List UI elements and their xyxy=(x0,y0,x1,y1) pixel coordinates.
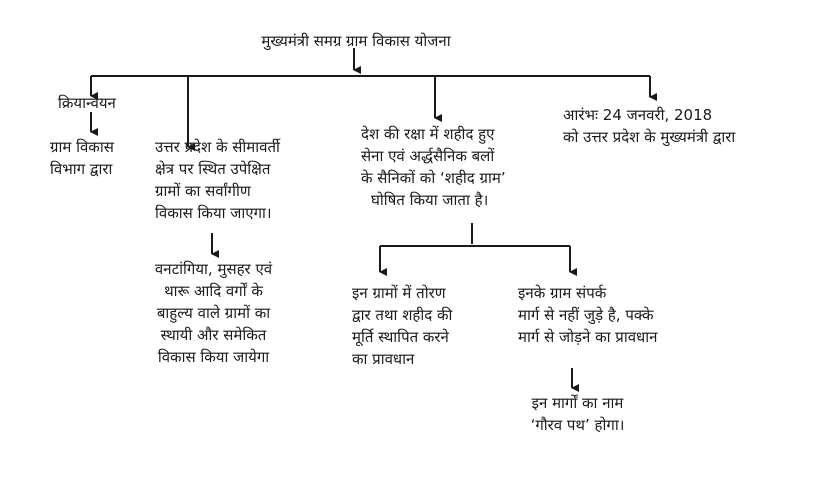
text-line: द्वार तथा शहीद की xyxy=(352,306,453,324)
text-line: का प्रावधान xyxy=(352,350,415,368)
text-line: ग्रामों का सर्वांगीण xyxy=(155,182,251,200)
border-villages-sub-node xyxy=(126,258,301,368)
text-line: विकास किया जायेगा xyxy=(157,348,270,366)
implementation-label xyxy=(58,92,116,114)
text-line: ग्राम विकास xyxy=(50,138,114,156)
text-line: के सैनिकों को ‘शहीद ग्राम’ xyxy=(361,169,506,187)
text-line: मार्ग से जोड़ने का प्रावधान xyxy=(518,328,658,346)
text-line: आरंभः 24 जनवरी, 2018 xyxy=(563,106,713,124)
text-line: उत्तर प्रदेश के सीमावर्ती xyxy=(155,138,280,156)
text-line: मार्ग से नहीं जुड़े है, पक्के xyxy=(518,306,654,324)
text-line: विकास किया जाएगा। xyxy=(155,204,272,222)
road-connection-node xyxy=(518,282,657,348)
text-line: को उत्तर प्रदेश के मुख्यमंत्री द्वारा xyxy=(563,128,736,146)
martyr-villages-node xyxy=(361,123,506,211)
text-line: घोषित किया जाता है। xyxy=(371,191,489,209)
text-line: इनके ग्राम संपर्क xyxy=(518,284,607,302)
text-line: वनटांगिया, मुसहर एवं xyxy=(154,260,273,278)
implementation-detail xyxy=(50,136,114,180)
text-line: सेना एवं अर्द्धसैनिक बलों xyxy=(361,147,495,165)
text-line: देश की रक्षा में शहीद हुए xyxy=(361,125,495,143)
text-line: स्थायी और समेकित xyxy=(160,326,267,344)
text-line: थारू आदि वर्गों के xyxy=(164,282,263,300)
implementation-label-text: क्रियान्वयन xyxy=(58,94,116,112)
title-text: मुख्यमंत्री समग्र ग्राम विकास योजना xyxy=(261,32,451,50)
text-line: इन मार्गों का नाम xyxy=(531,394,624,412)
border-villages-node xyxy=(155,136,280,224)
gate-statue-node xyxy=(352,282,452,370)
text-line: इन ग्रामों में तोरण xyxy=(352,284,446,302)
text-line: बाहुल्य वाले ग्रामों का xyxy=(156,304,271,322)
text-line: विभाग द्वारा xyxy=(50,160,113,178)
text-line: क्षेत्र पर स्थित उपेक्षित xyxy=(155,160,271,178)
launch-node xyxy=(563,104,735,148)
gaurav-path-node xyxy=(505,392,650,436)
diagram-title xyxy=(196,30,516,52)
text-line: मूर्ति स्थापित करने xyxy=(352,328,449,346)
text-line: ‘गौरव पथ’ होगा। xyxy=(530,416,625,434)
